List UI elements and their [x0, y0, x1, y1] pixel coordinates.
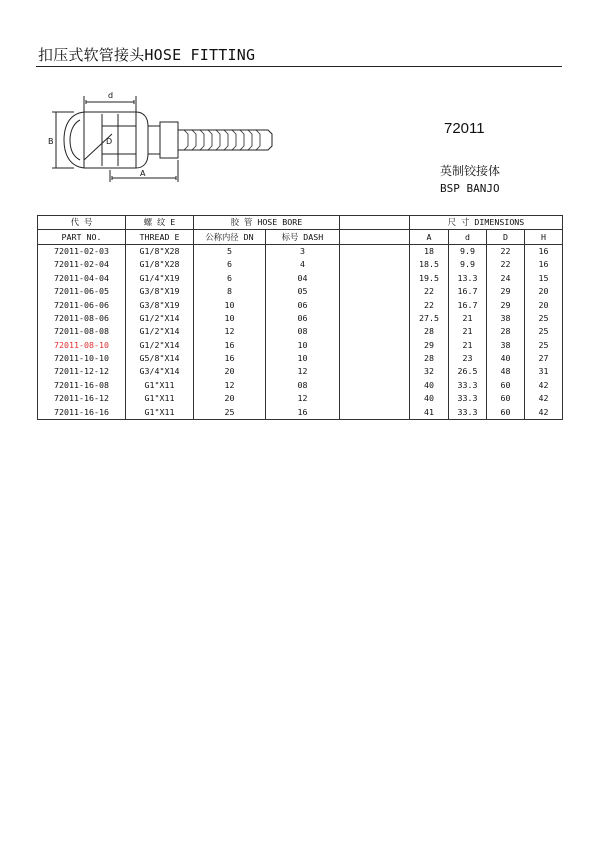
dimensions-table [37, 215, 563, 420]
cell-A: 40 [410, 379, 449, 392]
cell-thread: G3/8"X19 [126, 298, 194, 311]
cell-spacer [340, 258, 410, 271]
cell-dash: 10 [266, 352, 340, 365]
cell-D: 24 [487, 272, 525, 285]
cell-A: 22 [410, 285, 449, 298]
cell-thread: G1/2"X14 [126, 325, 194, 338]
cell-D: 28 [487, 325, 525, 338]
cell-part: 72011-02-04 [38, 258, 126, 271]
table-header-row [38, 216, 563, 230]
cell-d: 21 [449, 325, 487, 338]
cell-dash: 08 [266, 325, 340, 338]
dim-label-A: A [140, 169, 146, 178]
cell-spacer [340, 352, 410, 365]
cell-thread: G3/8"X19 [126, 285, 194, 298]
dim-label-d: d [108, 91, 114, 100]
cell-A: 18 [410, 244, 449, 258]
cell-D: 38 [487, 339, 525, 352]
cell-dn: 20 [194, 392, 266, 405]
cell-A: 19.5 [410, 272, 449, 285]
banjo-fitting-drawing [40, 82, 300, 192]
cell-dash: 06 [266, 298, 340, 311]
subheader-thread: THREAD E [126, 230, 194, 244]
cell-dn: 8 [194, 285, 266, 298]
subheader-A: A [410, 230, 449, 244]
cell-H: 20 [525, 285, 563, 298]
cell-D: 60 [487, 392, 525, 405]
cell-part: 72011-06-05 [38, 285, 126, 298]
header-part: 代 号 [38, 216, 126, 230]
header-spacer [340, 216, 410, 230]
cell-spacer [340, 272, 410, 285]
cell-d: 13.3 [449, 272, 487, 285]
table-subheader-row [38, 230, 563, 244]
cell-A: 22 [410, 298, 449, 311]
cell-spacer [340, 298, 410, 311]
cell-H: 25 [525, 339, 563, 352]
cell-H: 42 [525, 379, 563, 392]
cell-d: 16.7 [449, 285, 487, 298]
cell-d: 9.9 [449, 244, 487, 258]
cell-d: 21 [449, 339, 487, 352]
cell-dn: 25 [194, 405, 266, 419]
cell-H: 42 [525, 392, 563, 405]
cell-dn: 10 [194, 312, 266, 325]
header-hose-bore: 胶 管 HOSE BORE [194, 216, 340, 230]
cell-part: 72011-02-03 [38, 244, 126, 258]
cell-dash: 05 [266, 285, 340, 298]
cell-thread: G1"X11 [126, 392, 194, 405]
cell-dash: 16 [266, 405, 340, 419]
cell-D: 22 [487, 258, 525, 271]
cell-D: 29 [487, 285, 525, 298]
cell-spacer [340, 392, 410, 405]
cell-A: 18.5 [410, 258, 449, 271]
cell-D: 60 [487, 379, 525, 392]
product-part-number: 72011 [444, 120, 485, 137]
cell-d: 23 [449, 352, 487, 365]
cell-dash: 3 [266, 244, 340, 258]
cell-thread: G1/2"X14 [126, 339, 194, 352]
cell-part: 72011-06-06 [38, 298, 126, 311]
cell-H: 25 [525, 325, 563, 338]
table-row [38, 405, 563, 419]
table-row [38, 258, 563, 271]
header-thread: 螺 纹 E [126, 216, 194, 230]
cell-spacer [340, 405, 410, 419]
cell-D: 40 [487, 352, 525, 365]
cell-thread: G1"X11 [126, 405, 194, 419]
table-row [38, 312, 563, 325]
cell-H: 42 [525, 405, 563, 419]
cell-A: 28 [410, 352, 449, 365]
table-row [38, 365, 563, 378]
cell-thread: G1/2"X14 [126, 312, 194, 325]
cell-d: 26.5 [449, 365, 487, 378]
cell-thread: G1"X11 [126, 379, 194, 392]
cell-A: 29 [410, 339, 449, 352]
cell-spacer [340, 285, 410, 298]
cell-D: 29 [487, 298, 525, 311]
cell-A: 32 [410, 365, 449, 378]
table-row [38, 379, 563, 392]
cell-part: 72011-10-10 [38, 352, 126, 365]
cell-dn: 12 [194, 379, 266, 392]
cell-D: 22 [487, 244, 525, 258]
cell-dn: 12 [194, 325, 266, 338]
cell-H: 15 [525, 272, 563, 285]
cell-D: 38 [487, 312, 525, 325]
cell-spacer [340, 379, 410, 392]
cell-dash: 08 [266, 379, 340, 392]
cell-part: 72011-16-16 [38, 405, 126, 419]
subheader-dash: 标号 DASH [266, 230, 340, 244]
table-row [38, 298, 563, 311]
title-divider [36, 66, 562, 67]
cell-dn: 20 [194, 365, 266, 378]
cell-H: 16 [525, 258, 563, 271]
cell-dash: 12 [266, 392, 340, 405]
cell-d: 33.3 [449, 379, 487, 392]
cell-thread: G1/8"X28 [126, 258, 194, 271]
table-row [38, 339, 563, 352]
cell-d: 33.3 [449, 405, 487, 419]
cell-A: 40 [410, 392, 449, 405]
cell-dn: 16 [194, 352, 266, 365]
cell-dn: 6 [194, 258, 266, 271]
table-row [38, 285, 563, 298]
cell-dn: 6 [194, 272, 266, 285]
cell-dash: 10 [266, 339, 340, 352]
cell-spacer [340, 339, 410, 352]
cell-thread: G1/4"X19 [126, 272, 194, 285]
cell-H: 20 [525, 298, 563, 311]
cell-dash: 4 [266, 258, 340, 271]
table-row [38, 272, 563, 285]
table-row [38, 325, 563, 338]
cell-part: 72011-12-12 [38, 365, 126, 378]
cell-A: 41 [410, 405, 449, 419]
cell-H: 27 [525, 352, 563, 365]
table-row [38, 244, 563, 258]
cell-H: 25 [525, 312, 563, 325]
subheader-spacer [340, 230, 410, 244]
table-row [38, 352, 563, 365]
cell-H: 16 [525, 244, 563, 258]
product-name-cn: 英制铰接体 [440, 164, 501, 178]
cell-part: 72011-16-08 [38, 379, 126, 392]
cell-part: 72011-08-08 [38, 325, 126, 338]
dim-label-D: D [106, 137, 113, 146]
cell-spacer [340, 325, 410, 338]
cell-spacer [340, 365, 410, 378]
cell-spacer [340, 244, 410, 258]
cell-D: 48 [487, 365, 525, 378]
cell-dn: 16 [194, 339, 266, 352]
product-name-en: BSP BANJO [440, 182, 500, 195]
cell-dn: 5 [194, 244, 266, 258]
cell-d: 9.9 [449, 258, 487, 271]
dim-label-B: B [48, 137, 54, 146]
cell-dash: 04 [266, 272, 340, 285]
cell-thread: G3/4"X14 [126, 365, 194, 378]
cell-thread: G5/8"X14 [126, 352, 194, 365]
cell-d: 33.3 [449, 392, 487, 405]
cell-dash: 06 [266, 312, 340, 325]
header-dimensions: 尺 寸 DIMENSIONS [410, 216, 563, 230]
subheader-part: PART NO. [38, 230, 126, 244]
cell-spacer [340, 312, 410, 325]
subheader-d: d [449, 230, 487, 244]
cell-part: 72011-16-12 [38, 392, 126, 405]
cell-H: 31 [525, 365, 563, 378]
cell-dash: 12 [266, 365, 340, 378]
cell-part: 72011-08-06 [38, 312, 126, 325]
cell-A: 27.5 [410, 312, 449, 325]
page-title: 扣压式软管接头HOSE FITTING [38, 46, 256, 64]
cell-part: 72011-08-10 [38, 339, 126, 352]
cell-A: 28 [410, 325, 449, 338]
subheader-D: D [487, 230, 525, 244]
cell-dn: 10 [194, 298, 266, 311]
cell-part: 72011-04-04 [38, 272, 126, 285]
subheader-dn: 公称内径 DN [194, 230, 266, 244]
table-row [38, 392, 563, 405]
cell-d: 21 [449, 312, 487, 325]
cell-D: 60 [487, 405, 525, 419]
cell-thread: G1/8"X28 [126, 244, 194, 258]
cell-d: 16.7 [449, 298, 487, 311]
subheader-H: H [525, 230, 563, 244]
